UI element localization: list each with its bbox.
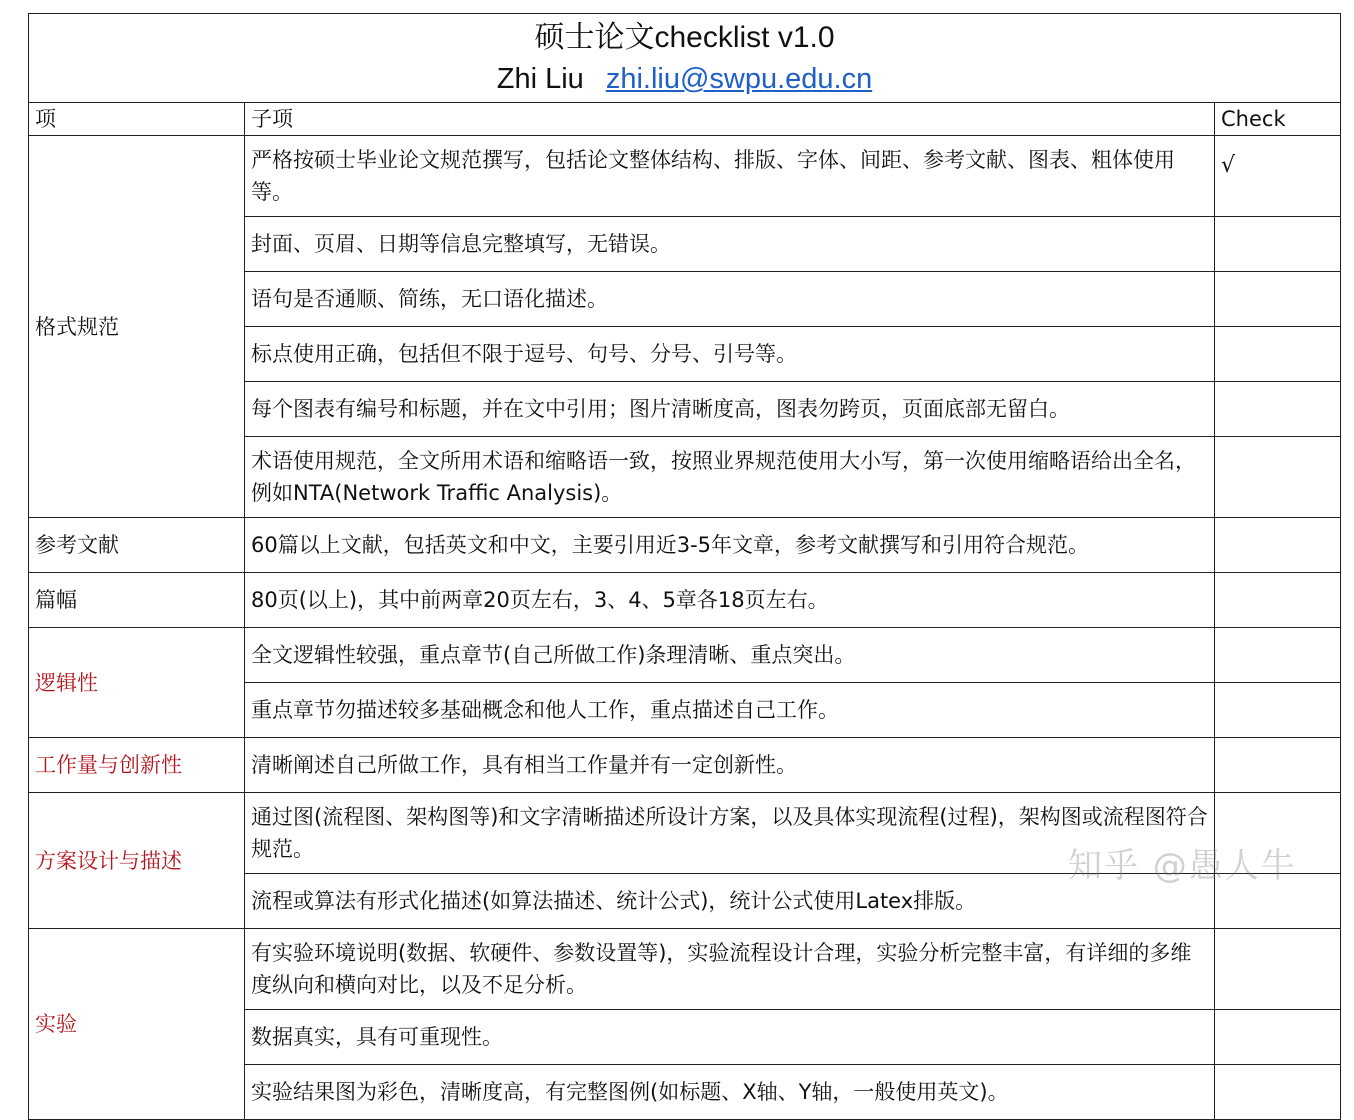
title-row	[29, 14, 1341, 103]
subitem-cell: 60篇以上文献，包括英文和中文，主要引用近3-5年文章，参考文献撰写和引用符合规范。	[245, 518, 1215, 573]
check-cell[interactable]	[1215, 929, 1341, 1010]
check-cell[interactable]	[1215, 1065, 1341, 1120]
check-cell[interactable]	[1215, 573, 1341, 628]
check-cell[interactable]	[1215, 874, 1341, 929]
category-experiment: 实验	[29, 929, 245, 1120]
table-row	[29, 738, 1341, 793]
subitem-cell: 全文逻辑性较强，重点章节(自己所做工作)条理清晰、重点突出。	[245, 628, 1215, 683]
subitem-cell: 每个图表有编号和标题，并在文中引用；图片清晰度高，图表勿跨页，页面底部无留白。	[245, 382, 1215, 437]
check-cell[interactable]	[1215, 793, 1341, 874]
category-innovation: 工作量与创新性	[29, 738, 245, 793]
checklist-table	[28, 13, 1341, 1120]
watermark: 知乎 @愚人牛	[1068, 846, 1297, 886]
check-cell[interactable]	[1215, 1010, 1341, 1065]
email-link[interactable]: zhi.liu@swpu.edu.cn	[605, 63, 873, 95]
check-cell[interactable]	[1215, 683, 1341, 738]
category-references: 参考文献	[29, 518, 245, 573]
category-logic: 逻辑性	[29, 628, 245, 738]
check-cell[interactable]	[1215, 217, 1341, 272]
check-cell[interactable]	[1215, 628, 1341, 683]
check-cell[interactable]	[1215, 518, 1341, 573]
table-row	[29, 628, 1341, 683]
table-row	[29, 136, 1341, 217]
column-header-item: 项	[29, 103, 245, 136]
column-header-subitem: 子项	[245, 103, 1215, 136]
author-name: Zhi Liu	[496, 63, 584, 95]
subitem-cell: 清晰阐述自己所做工作，具有相当工作量并有一定创新性。	[245, 738, 1215, 793]
author-line	[35, 58, 1334, 100]
check-cell[interactable]	[1215, 272, 1341, 327]
check-cell[interactable]: √	[1215, 136, 1341, 217]
subitem-cell: 实验结果图为彩色，清晰度高，有完整图例(如标题、X轴、Y轴，一般使用英文)。	[245, 1065, 1215, 1120]
check-cell[interactable]	[1215, 738, 1341, 793]
checklist-sheet	[28, 13, 1340, 1120]
table-row	[29, 518, 1341, 573]
subitem-cell: 语句是否通顺、简练，无口语化描述。	[245, 272, 1215, 327]
subitem-cell: 重点章节勿描述较多基础概念和他人工作，重点描述自己工作。	[245, 683, 1215, 738]
subitem-cell: 标点使用正确，包括但不限于逗号、句号、分号、引号等。	[245, 327, 1215, 382]
check-cell[interactable]	[1215, 437, 1341, 518]
category-format: 格式规范	[29, 136, 245, 518]
table-row	[29, 929, 1341, 1010]
subitem-cell: 严格按硕士毕业论文规范撰写，包括论文整体结构、排版、字体、间距、参考文献、图表、粗体使用等。	[245, 136, 1215, 217]
category-design: 方案设计与描述	[29, 793, 245, 929]
category-length: 篇幅	[29, 573, 245, 628]
table-row	[29, 793, 1341, 874]
column-header-row	[29, 103, 1341, 136]
subitem-cell: 封面、页眉、日期等信息完整填写，无错误。	[245, 217, 1215, 272]
document-title: 硕士论文checklist v1.0	[534, 21, 835, 54]
check-cell[interactable]	[1215, 382, 1341, 437]
subitem-cell: 术语使用规范，全文所用术语和缩略语一致，按照业界规范使用大小写，第一次使用缩略语给出全名，例如NTA(Network Traffic Analysis)。	[245, 437, 1215, 518]
subitem-cell: 通过图(流程图、架构图等)和文字清晰描述所设计方案，以及具体实现流程(过程)，架构图或流程图符合规范。	[245, 793, 1215, 874]
title-cell	[29, 14, 1341, 103]
table-row	[29, 573, 1341, 628]
column-header-check: Check	[1215, 103, 1341, 136]
check-cell[interactable]	[1215, 327, 1341, 382]
subitem-cell: 数据真实，具有可重现性。	[245, 1010, 1215, 1065]
subitem-cell: 80页(以上)，其中前两章20页左右，3、4、5章各18页左右。	[245, 573, 1215, 628]
subitem-cell: 流程或算法有形式化描述(如算法描述、统计公式)，统计公式使用Latex排版。	[245, 874, 1215, 929]
subitem-cell: 有实验环境说明(数据、软硬件、参数设置等)，实验流程设计合理，实验分析完整丰富，有详细的多维度纵向和横向对比，以及不足分析。	[245, 929, 1215, 1010]
